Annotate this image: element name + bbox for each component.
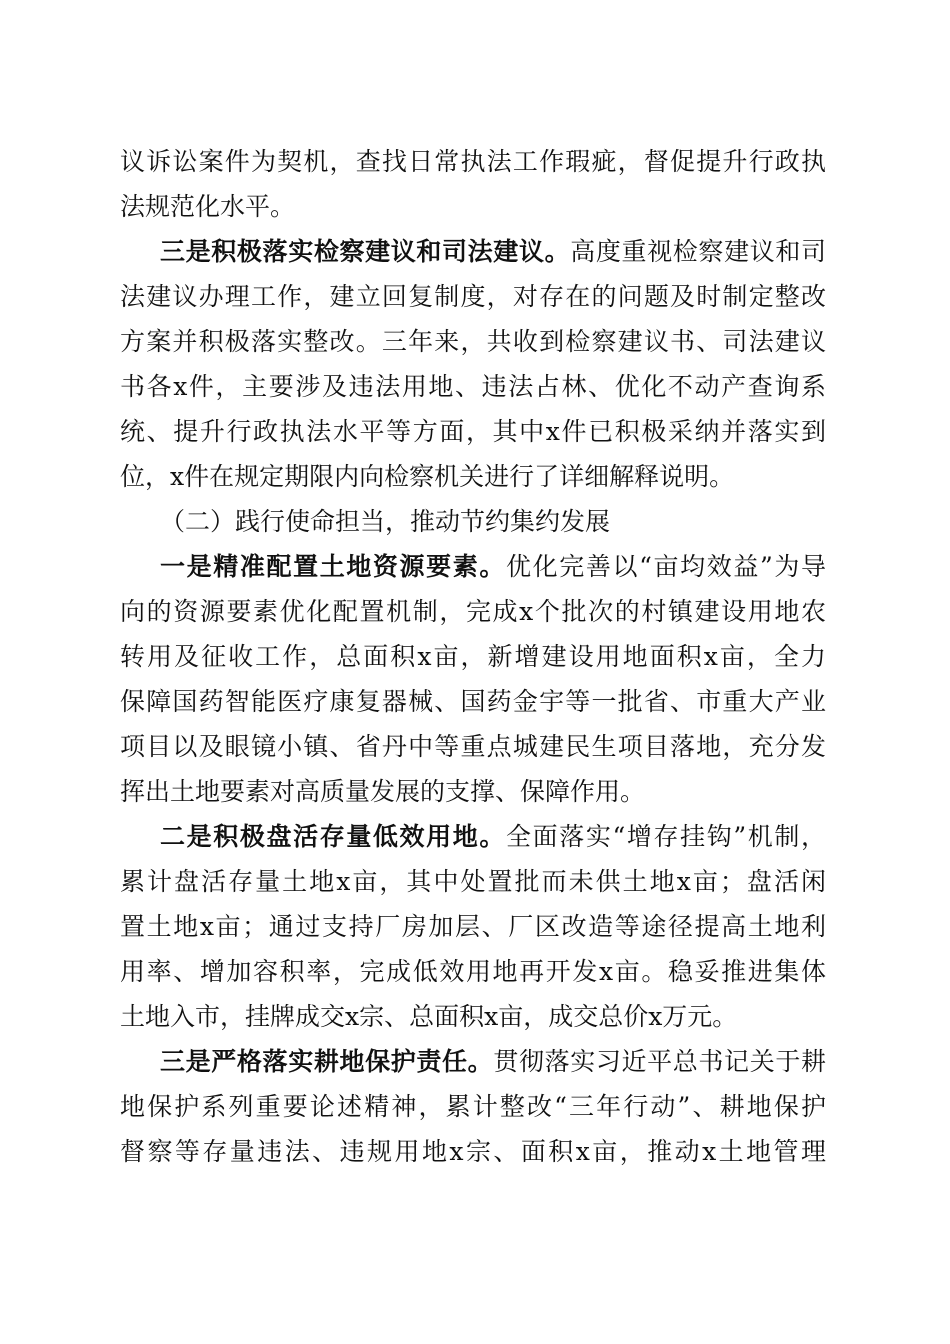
body-line: 累计盘活存量土地x亩，其中处置批而未供土地x亩；盘活闲 [120, 867, 826, 896]
body-line: 方案并积极落实整改。三年来，共收到检察建议书、司法建议 [120, 327, 826, 356]
lead-phrase: 二是积极盘活存量低效用地。 [160, 822, 507, 851]
body-line: 地保护系列重要论述精神，累计整改“三年行动”、耕地保护 [120, 1092, 826, 1121]
body-line: 位，x件在规定期限内向检察机关进行了详细解释说明。 [120, 462, 735, 491]
body-line-first: 二是积极盘活存量低效用地。全面落实“增存挂钩”机制， [160, 822, 826, 851]
body-line: 用率、增加容积率，完成低效用地再开发x亩。稳妥推进集体 [120, 957, 826, 986]
body-line: 保障国药智能医疗康复器械、国药金宇等一批省、市重大产业 [120, 687, 826, 716]
body-line-first: 三是严格落实耕地保护责任。贯彻落实习近平总书记关于耕 [160, 1047, 826, 1076]
body-line: 议诉讼案件为契机，查找日常执法工作瑕疵，督促提升行政执 [120, 147, 826, 176]
body-line: 法规范化水平。 [120, 192, 296, 221]
body-line-first: 一是精准配置土地资源要素。优化完善以“亩均效益”为导 [160, 552, 826, 581]
lead-phrase: 三是严格落实耕地保护责任。 [160, 1047, 494, 1076]
body-line: 土地入市，挂牌成交x宗、总面积x亩，成交总价x万元。 [120, 1002, 738, 1031]
body-line: 督察等存量违法、违规用地x宗、面积x亩，推动x土地管理 [120, 1137, 826, 1166]
body-line: 统、提升行政执法水平等方面，其中x件已积极采纳并落实到 [120, 417, 826, 446]
body-line: 向的资源要素优化配置机制，完成x个批次的村镇建设用地农 [120, 597, 826, 626]
lead-phrase: 三是积极落实检察建议和司法建议。 [160, 237, 571, 266]
body-line: 法建议办理工作，建立回复制度，对存在的问题及时制定整改 [120, 282, 826, 311]
body-line: 挥出土地要素对高质量发展的支撑、保障作用。 [120, 777, 646, 806]
body-line: 书各x件，主要涉及违法用地、违法占林、优化不动产查询系 [120, 372, 826, 401]
body-line: 项目以及眼镜小镇、省丹中等重点城建民生项目落地，充分发 [120, 732, 826, 761]
section-heading: （二）践行使命担当，推动节约集约发展 [160, 507, 611, 536]
body-line: 置土地x亩；通过支持厂房加层、厂区改造等途径提高土地利 [120, 912, 826, 941]
lead-phrase: 一是精准配置土地资源要素。 [160, 552, 507, 581]
body-line: 转用及征收工作，总面积x亩，新增建设用地面积x亩，全力 [120, 642, 826, 671]
body-line-first: 三是积极落实检察建议和司法建议。高度重视检察建议和司 [160, 237, 826, 266]
